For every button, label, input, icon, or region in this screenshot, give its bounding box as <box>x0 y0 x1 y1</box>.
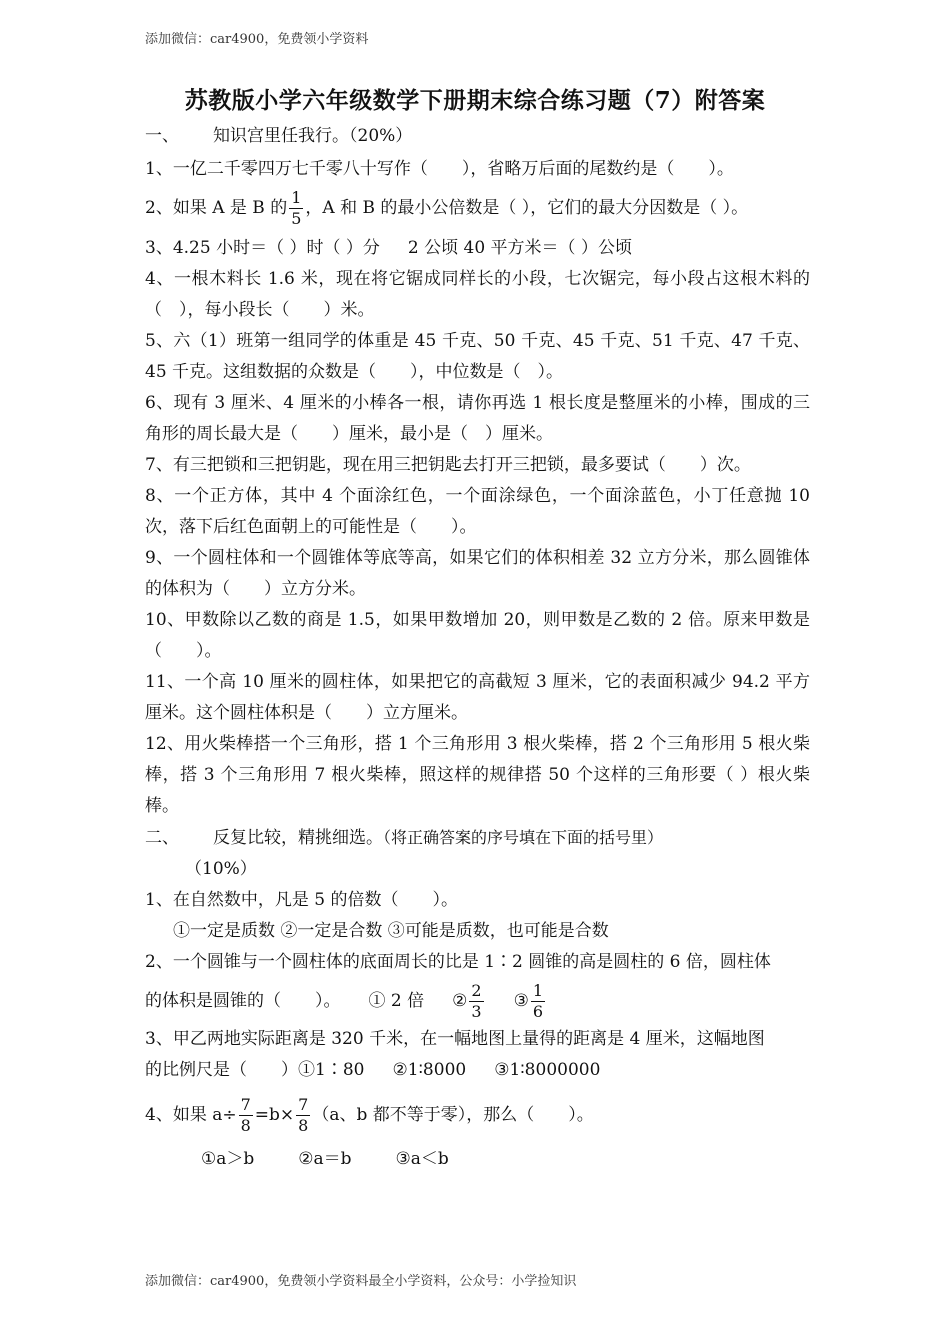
section-2-heading <box>145 822 810 854</box>
q3-text-a: 3、4.25 小时＝（ ）时（ ）分 <box>145 238 380 258</box>
worksheet-body <box>145 121 810 1175</box>
question-1-3 <box>145 233 810 264</box>
fraction-numerator: 1 <box>291 188 302 207</box>
q2-3-text: 的比例尺是（ ） <box>145 1060 298 1080</box>
q2-4-text-a: 4、如果 a÷ <box>145 1105 237 1125</box>
page-title: 苏教版小学六年级数学下册期末综合练习题（7）附答案 <box>184 87 766 114</box>
question-1-6: 6、现有 3 厘米、4 厘米的小棒各一根，请你再选 1 根长度是整厘米的小棒，围成的三角形的周长最大是（ ）厘米，最小是（ ）厘米。 <box>145 393 810 444</box>
fraction-numerator: 2 <box>471 981 482 1000</box>
q3-text-b: 2 公顷 40 平方米＝（ ）公顷 <box>407 238 632 258</box>
fraction-numerator: 1 <box>532 981 543 1000</box>
question-2-2-line-2 <box>145 978 810 1024</box>
question-2-4-options <box>145 1144 810 1175</box>
q2-2-text: 的体积是圆锥的（ ）。 <box>145 991 341 1011</box>
question-2-2-line-1: 2、一个圆锥与一个圆柱体的底面周长的比是 1∶2 圆锥的高是圆柱的 6 倍，圆柱体 <box>145 952 771 972</box>
q2-text-a: 2、如果 A 是 B 的 <box>145 198 288 218</box>
question-1-11: 11、一个高 10 厘米的圆柱体，如果把它的高截短 3 厘米，它的表面积减少 94.2 平方厘米。这个圆柱体积是（ ）立方厘米。 <box>145 672 810 723</box>
fraction-seven-eighths <box>239 1095 253 1136</box>
option-2: ②1∶8000 <box>392 1060 467 1080</box>
section-1-number: 一、 <box>145 126 179 146</box>
fraction-numerator: 7 <box>298 1095 309 1114</box>
question-1-9: 9、一个圆柱体和一个圆锥体等底等高，如果它们的体积相差 32 立方分米，那么圆锥体的体积为（ ）立方分米。 <box>145 548 810 599</box>
fraction-denominator: 8 <box>298 1116 309 1135</box>
question-1-8: 8、一个正方体，其中 4 个面涂红色，一个面涂绿色，一个面涂蓝色，小丁任意抛 10 次，落下后红色面朝上的可能性是（ ）。 <box>145 486 810 537</box>
option-3: ③1∶8000000 <box>494 1060 601 1080</box>
question-1-7: 7、有三把锁和三把钥匙，现在用三把钥匙去打开三把锁，最多要试（ ）次。 <box>145 455 751 475</box>
question-1-2 <box>145 185 810 231</box>
section-2-number: 二、 <box>145 828 179 848</box>
question-2-3-line-2 <box>145 1055 810 1086</box>
question-2-1-options: ①一定是质数 ②一定是合数 ③可能是质数，也可能是合数 <box>173 921 609 941</box>
fraction-denominator: 6 <box>532 1002 543 1021</box>
fraction-denominator: 3 <box>471 1002 482 1021</box>
fraction-one-sixth <box>531 981 545 1022</box>
fraction-seven-eighths <box>296 1095 310 1136</box>
q2-4-text-b: =b× <box>254 1105 295 1125</box>
section-2-note: （将正确答案的序号填在下面的括号里） <box>383 828 664 847</box>
option-3: ③a＜b <box>395 1149 449 1169</box>
option-3-label: ③ <box>513 991 529 1011</box>
fraction-denominator: 5 <box>291 209 302 228</box>
question-2-3-line-1: 3、甲乙两地实际距离是 320 千米，在一幅地图上量得的距离是 4 厘米，这幅地图 <box>145 1029 765 1049</box>
q2-4-text-c: （a、b 都不等于零），那么（ ）。 <box>312 1105 594 1125</box>
question-2-1: 1、在自然数中，凡是 5 的倍数（ ）。 <box>145 890 458 910</box>
option-1: ①1∶80 <box>298 1060 365 1080</box>
page-header: 添加微信：car4900，免费领小学资料 <box>145 32 369 47</box>
option-2: ②a＝b <box>298 1149 352 1169</box>
question-1-5: 5、六（1）班第一组同学的体重是 45 千克、50 千克、45 千克、51 千克、47 千克、45 千克。这组数据的众数是（ ），中位数是（ ）。 <box>145 331 810 382</box>
question-1-1: 1、一亿二千零四万七千零八十写作（ ），省略万后面的尾数约是（ ）。 <box>145 159 734 179</box>
question-1-12: 12、用火柴棒搭一个三角形，搭 1 个三角形用 3 根火柴棒，搭 2 个三角形用 5 根火柴棒，搭 3 个三角形用 7 根火柴棒，照这样的规律搭 50 个这样的三角形要（ ）根火柴棒。 <box>145 734 810 816</box>
page-footer: 添加微信：car4900，免费领小学资料最全小学资料，公众号：小学捡知识 <box>145 1274 577 1289</box>
fraction-denominator: 8 <box>240 1116 251 1135</box>
option-1: ① 2 倍 <box>368 991 425 1011</box>
question-2-4 <box>145 1092 810 1138</box>
fraction-numerator: 7 <box>240 1095 251 1114</box>
section-2-title: 反复比较，精挑细选。 <box>213 828 383 848</box>
section-2-percent: （10%） <box>185 859 257 879</box>
option-2-label: ② <box>452 991 468 1011</box>
option-1: ①a＞b <box>201 1149 255 1169</box>
fraction-one-fifth <box>289 188 303 229</box>
q2-text-b: ，A 和 B 的最小公倍数是（ ），它们的最大分因数是（ ）。 <box>305 198 749 218</box>
question-1-10: 10、甲数除以乙数的商是 1.5，如果甲数增加 20，则甲数是乙数的 2 倍。原来甲数是（ ）。 <box>145 610 810 661</box>
question-1-4: 4、一根木料长 1.6 米，现在将它锯成同样长的小段，七次锯完，每小段占这根木料的（ ），每小段长（ ）米。 <box>145 269 810 320</box>
fraction-two-thirds <box>469 981 483 1022</box>
section-1-title: 知识宫里任我行。（20%） <box>213 126 413 146</box>
section-1-heading <box>145 121 810 152</box>
